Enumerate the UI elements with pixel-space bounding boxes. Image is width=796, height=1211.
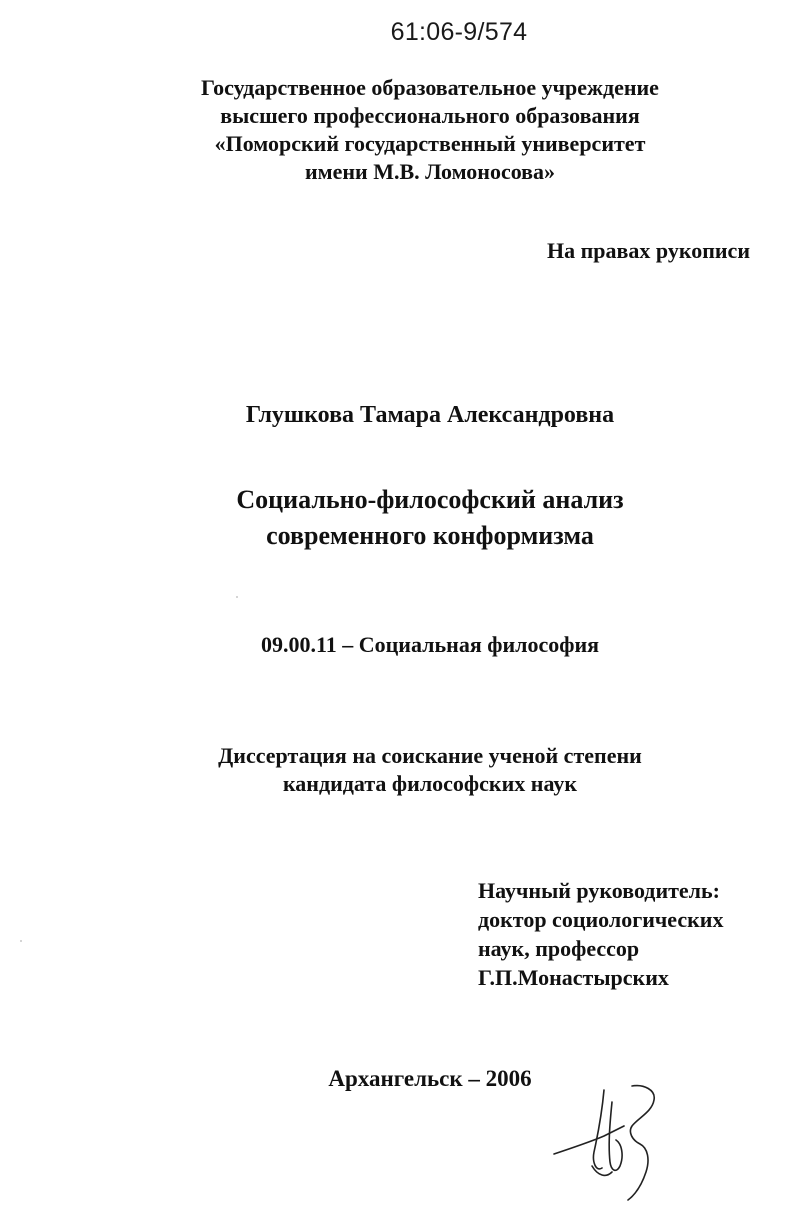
institution-line-3: «Поморский государственный университет [214,131,646,156]
signature-stroke-3 [609,1102,622,1170]
handwritten-signature [552,1082,672,1204]
scan-speck [20,940,22,942]
signature-stroke-2 [593,1090,604,1169]
supervisor-line-1: Научный руководитель: [478,878,720,903]
supervisor-line-3: наук, профессор [478,936,640,961]
scan-speck [236,596,238,598]
title-line-1: Социально-философский анализ [236,485,624,514]
manuscript-rights: На правах рукописи [546,238,750,263]
institution-line-2: высшего профессионального образования [220,103,640,128]
dissertation-line-1: Диссертация на соискание ученой степени [218,743,642,768]
signature-stroke-4 [628,1086,654,1200]
title-line-2: современного конформизма [266,521,594,550]
catalog-number: 61:06-9/574 [390,18,528,46]
institution-line-4: имени М.В. Ломоносова» [304,159,556,184]
specialty: 09.00.11 – Социальная философия [260,632,600,657]
signature-stroke-1 [554,1126,624,1154]
dissertation-line-2: кандидата философских наук [282,771,578,796]
supervisor-line-4: Г.П.Монастырских [478,965,669,990]
place-year: Архангельск – 2006 [328,1066,532,1091]
supervisor-block [478,876,723,992]
supervisor-line-2: доктор социологических [478,907,724,932]
institution-line-1: Государственное образовательное учреждение [201,75,659,100]
author-name: Глушкова Тамара Александровна [245,402,615,428]
